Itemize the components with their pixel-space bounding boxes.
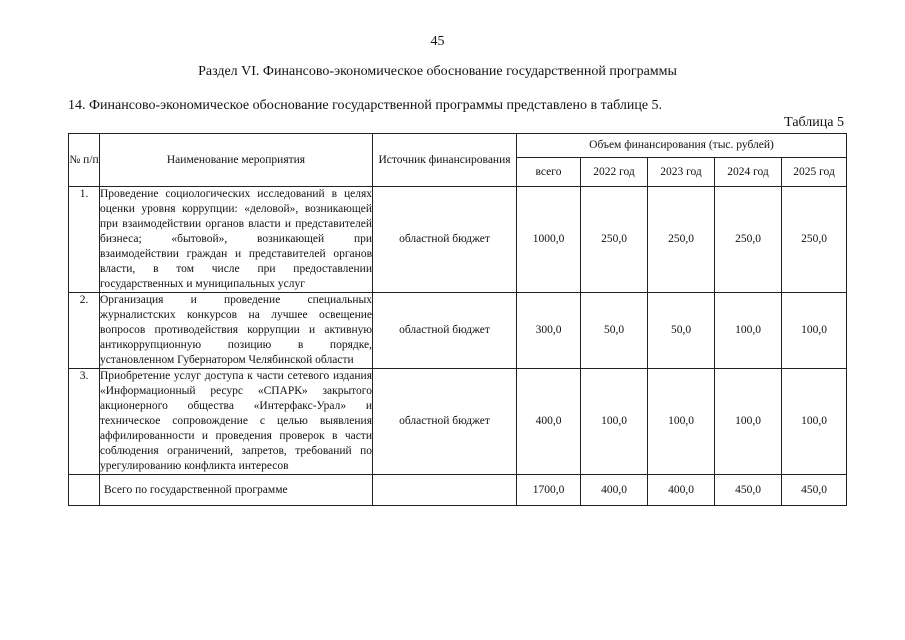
- total-2022: 400,0: [581, 475, 648, 506]
- row-source: областной бюджет: [373, 293, 517, 369]
- table-row: [69, 369, 847, 475]
- row-num: 2.: [69, 293, 100, 369]
- total-2024: 450,0: [715, 475, 782, 506]
- row-2025: 100,0: [782, 293, 847, 369]
- row-source: областной бюджет: [373, 187, 517, 293]
- row-2022: 250,0: [581, 187, 648, 293]
- row-2024: 250,0: [715, 187, 782, 293]
- header-2024: 2024 год: [715, 158, 782, 187]
- row-2023: 50,0: [648, 293, 715, 369]
- header-2022: 2022 год: [581, 158, 648, 187]
- section-title: Раздел VI. Финансово-экономическое обоснование государственной программы: [198, 64, 677, 79]
- total-2023: 400,0: [648, 475, 715, 506]
- row-2022: 100,0: [581, 369, 648, 475]
- total-row: [69, 475, 847, 506]
- table-row: [69, 187, 847, 293]
- header-funding: Объем финансирования (тыс. рублей): [517, 134, 847, 158]
- table-row: [69, 293, 847, 369]
- row-2024: 100,0: [715, 369, 782, 475]
- total-source: [373, 475, 517, 506]
- header-total: всего: [517, 158, 581, 187]
- row-num: 3.: [69, 369, 100, 475]
- header-2025: 2025 год: [782, 158, 847, 187]
- row-total: 300,0: [517, 293, 581, 369]
- row-name: Организация и проведение специальных журналистских конкурсов на лучшее освещение вопросов противодействия коррупции и активную антикоррупционную позицию в порядке, установленном Губернатором Челябинской области: [100, 293, 373, 369]
- row-total: 1000,0: [517, 187, 581, 293]
- row-2025: 100,0: [782, 369, 847, 475]
- row-name: Проведение социологических исследований в целях оценки уровня коррупции: «деловой», возникающей при взаимодействии органов власти и представителей бизнеса; «бытовой», возникающей при взаимодействии граждан и представителей органов власти, в том числе при предоставлении государственных и муниципальных услуг: [100, 187, 373, 293]
- intro-paragraph: 14. Финансово-экономическое обоснование государственной программы представлено в таблице 5.: [68, 98, 663, 113]
- row-num: 1.: [69, 187, 100, 293]
- row-total: 400,0: [517, 369, 581, 475]
- page-number: 45: [430, 34, 445, 49]
- total-2025: 450,0: [782, 475, 847, 506]
- header-source: Источник финансирования: [373, 134, 517, 187]
- table-label: Таблица 5: [784, 115, 844, 130]
- row-name: Приобретение услуг доступа к части сетевого издания «Информационный ресурс «СПАРК» закрытого акционерного общества «Интерфакс-Урал» и техническое сопровождение с целью выявления аффилированности и проведения проверок в части соблюдения ограничений, запретов, требований по урегулированию конфликта интересов: [100, 369, 373, 475]
- header-2023: 2023 год: [648, 158, 715, 187]
- financing-table: [68, 133, 847, 506]
- total-sum: 1700,0: [517, 475, 581, 506]
- row-2022: 50,0: [581, 293, 648, 369]
- header-name: Наименование мероприятия: [100, 134, 373, 187]
- row-2023: 100,0: [648, 369, 715, 475]
- row-2024: 100,0: [715, 293, 782, 369]
- total-label: Всего по государственной программе: [100, 475, 373, 506]
- row-2025: 250,0: [782, 187, 847, 293]
- header-num: № п/п: [69, 134, 100, 187]
- row-source: областной бюджет: [373, 369, 517, 475]
- row-2023: 250,0: [648, 187, 715, 293]
- total-num: [69, 475, 100, 506]
